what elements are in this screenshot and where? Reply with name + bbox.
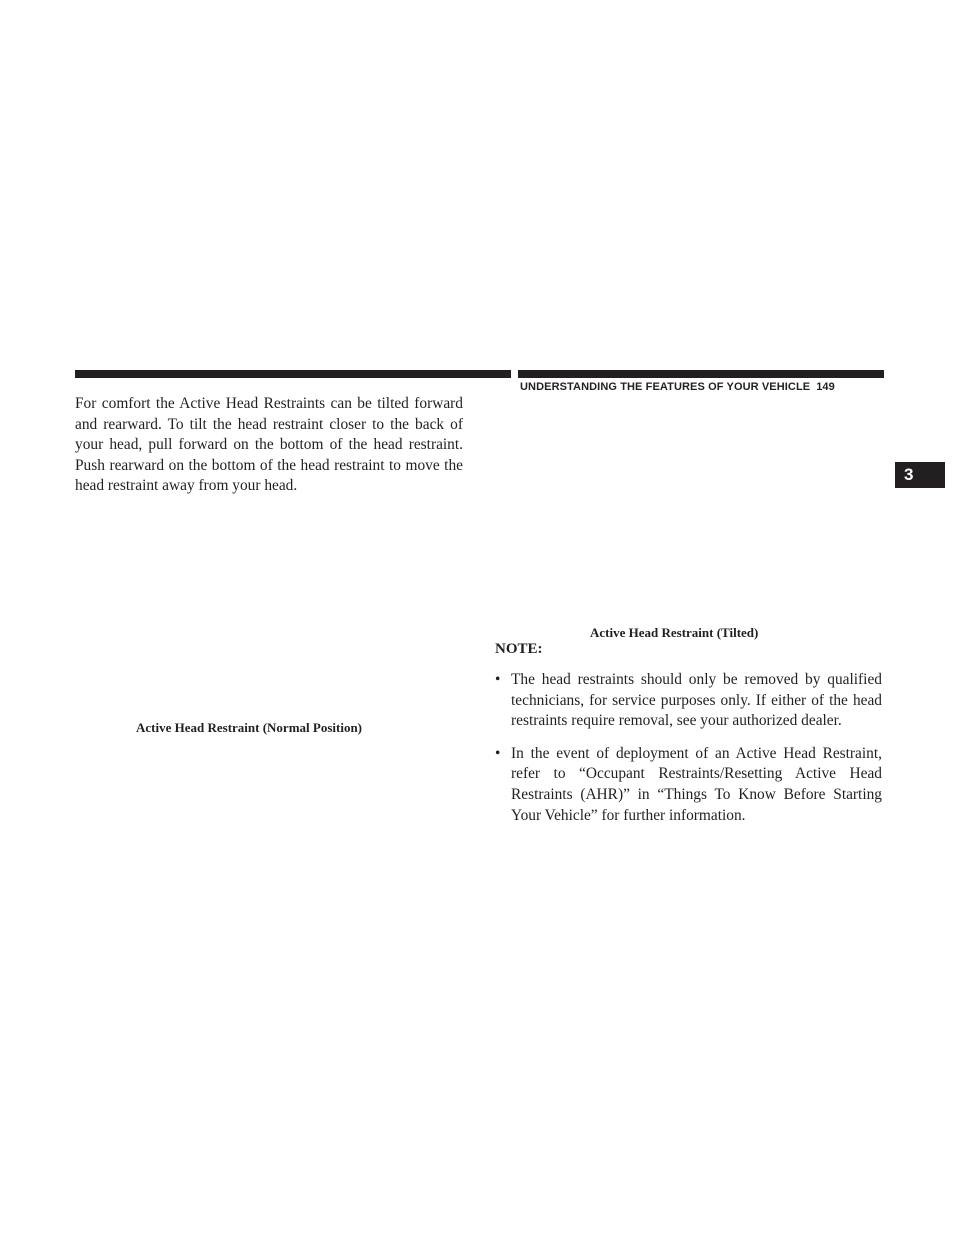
- note-list: [495, 670, 882, 826]
- note-heading: NOTE:: [495, 641, 543, 657]
- figure-caption-tilted: Active Head Restraint (Tilted): [590, 625, 759, 640]
- section-title: UNDERSTANDING THE FEATURES OF YOUR VEHICLE: [520, 381, 811, 393]
- intro-paragraph: For comfort the Active Head Restraints can be tilted forward and rearward. To tilt the head restraint closer to the back of your head, pull forward on the bottom of the head restraint. Push rearward on the bottom of the head restraint to move the head restraint away from your head.: [75, 395, 463, 495]
- page-number: 149: [816, 381, 835, 393]
- running-header: [520, 381, 835, 393]
- chapter-tab[interactable]: 3: [895, 462, 945, 488]
- header-rule-left: [75, 370, 511, 378]
- note-item: [495, 670, 882, 732]
- note-item: [495, 744, 882, 826]
- note-item-text: In the event of deployment of an Active Head Restraint, refer to “Occupant Restraints/Resetting Active Head Restraints (AHR)” in “Things To Know Before Starting Your Vehicle” for further information.: [511, 744, 882, 824]
- bullet-icon: •: [495, 744, 501, 762]
- header-rule-right: [518, 370, 884, 378]
- figure-caption-normal-position: Active Head Restraint (Normal Position): [136, 720, 363, 735]
- note-item-text: The head restraints should only be removed by qualified technicians, for service purposes only. If either of the head restraints require removal, see your authorized dealer.: [511, 671, 882, 730]
- bullet-icon: •: [495, 671, 501, 688]
